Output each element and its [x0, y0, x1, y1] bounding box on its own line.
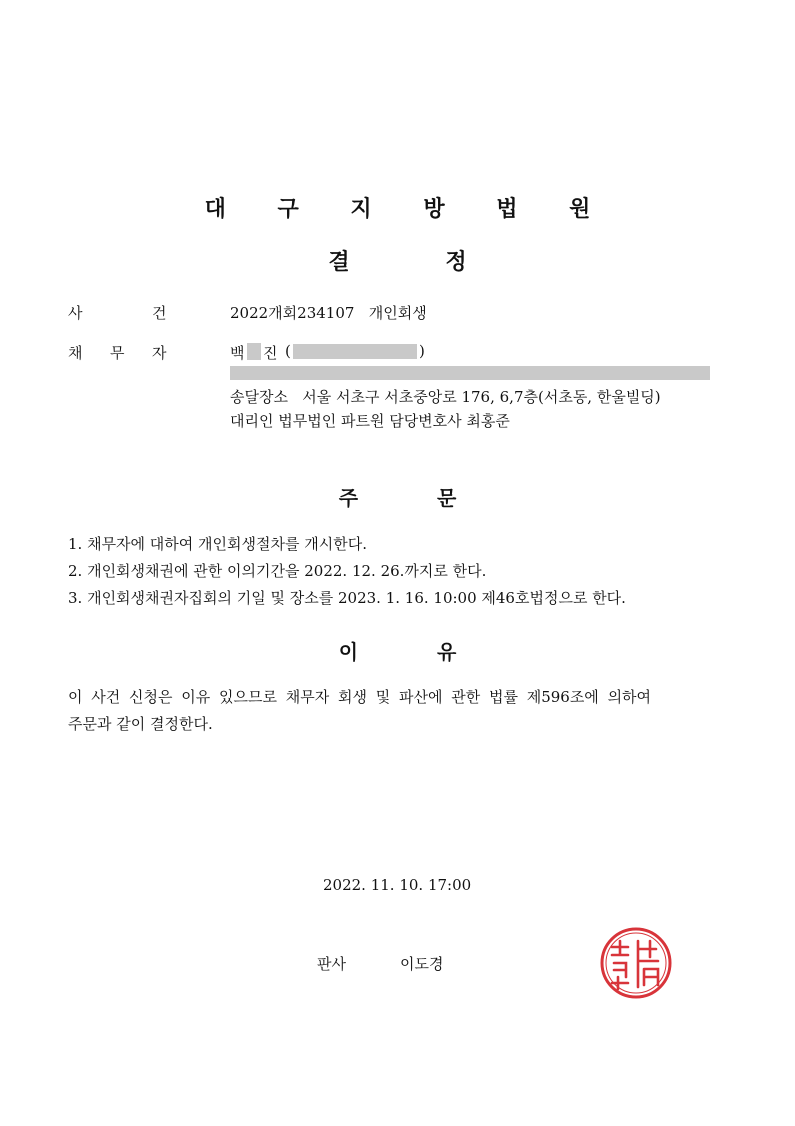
name-redaction — [247, 343, 261, 360]
case-label-char-1: 사 — [68, 304, 83, 322]
case-label-char-2: 건 — [152, 304, 167, 322]
debtor-label-char-1: 채 — [68, 344, 83, 362]
reason-line-2: 주문과 같이 결정한다. — [68, 715, 213, 733]
reason-line-1: 이 사건 신청은 이유 있으므로 채무자 회생 및 파산에 관한 법률 제596조에 의하여 — [68, 688, 652, 706]
paren-close: ) — [419, 342, 425, 360]
court-name: 대 구 지 방 법 원 — [204, 197, 613, 222]
judge-name: 이도경 — [400, 955, 444, 973]
case-number: 2022개회234107 개인회생 — [230, 304, 427, 322]
decision-datetime: 2022. 11. 10. 17:00 — [323, 876, 472, 894]
delivery-address: 송달장소 서울 서초구 서초중앙로 176, 6,7층(서초동, 한울빌딩) — [230, 388, 661, 406]
order-item-1: 1. 채무자에 대하여 개인회생절차를 개시한다. — [68, 535, 367, 553]
order-item-3: 3. 개인회생채권자집회의 기일 및 장소를 2023. 1. 16. 10:00 제46호법정으로 한다. — [68, 589, 626, 607]
judge-seal-icon — [598, 925, 674, 1001]
debtor-name-first: 백 — [230, 344, 245, 362]
legal-agent: 대리인 법무법인 파트원 담당변호사 최홍준 — [230, 412, 510, 430]
address-redaction — [230, 366, 710, 380]
document-title: 결 정 — [328, 250, 467, 275]
debtor-label-char-3: 자 — [152, 344, 167, 362]
debtor-label-char-2: 무 — [110, 344, 125, 362]
order-item-2: 2. 개인회생채권에 관한 이의기간을 2022. 12. 26.까지로 한다. — [68, 562, 487, 580]
order-heading: 주 문 — [338, 486, 457, 510]
id-redaction — [293, 344, 417, 359]
judge-title: 판사 — [317, 955, 346, 973]
debtor-name-last: 진 — [263, 344, 278, 362]
paren-open: ( — [285, 342, 291, 360]
reason-heading: 이 유 — [338, 640, 457, 664]
